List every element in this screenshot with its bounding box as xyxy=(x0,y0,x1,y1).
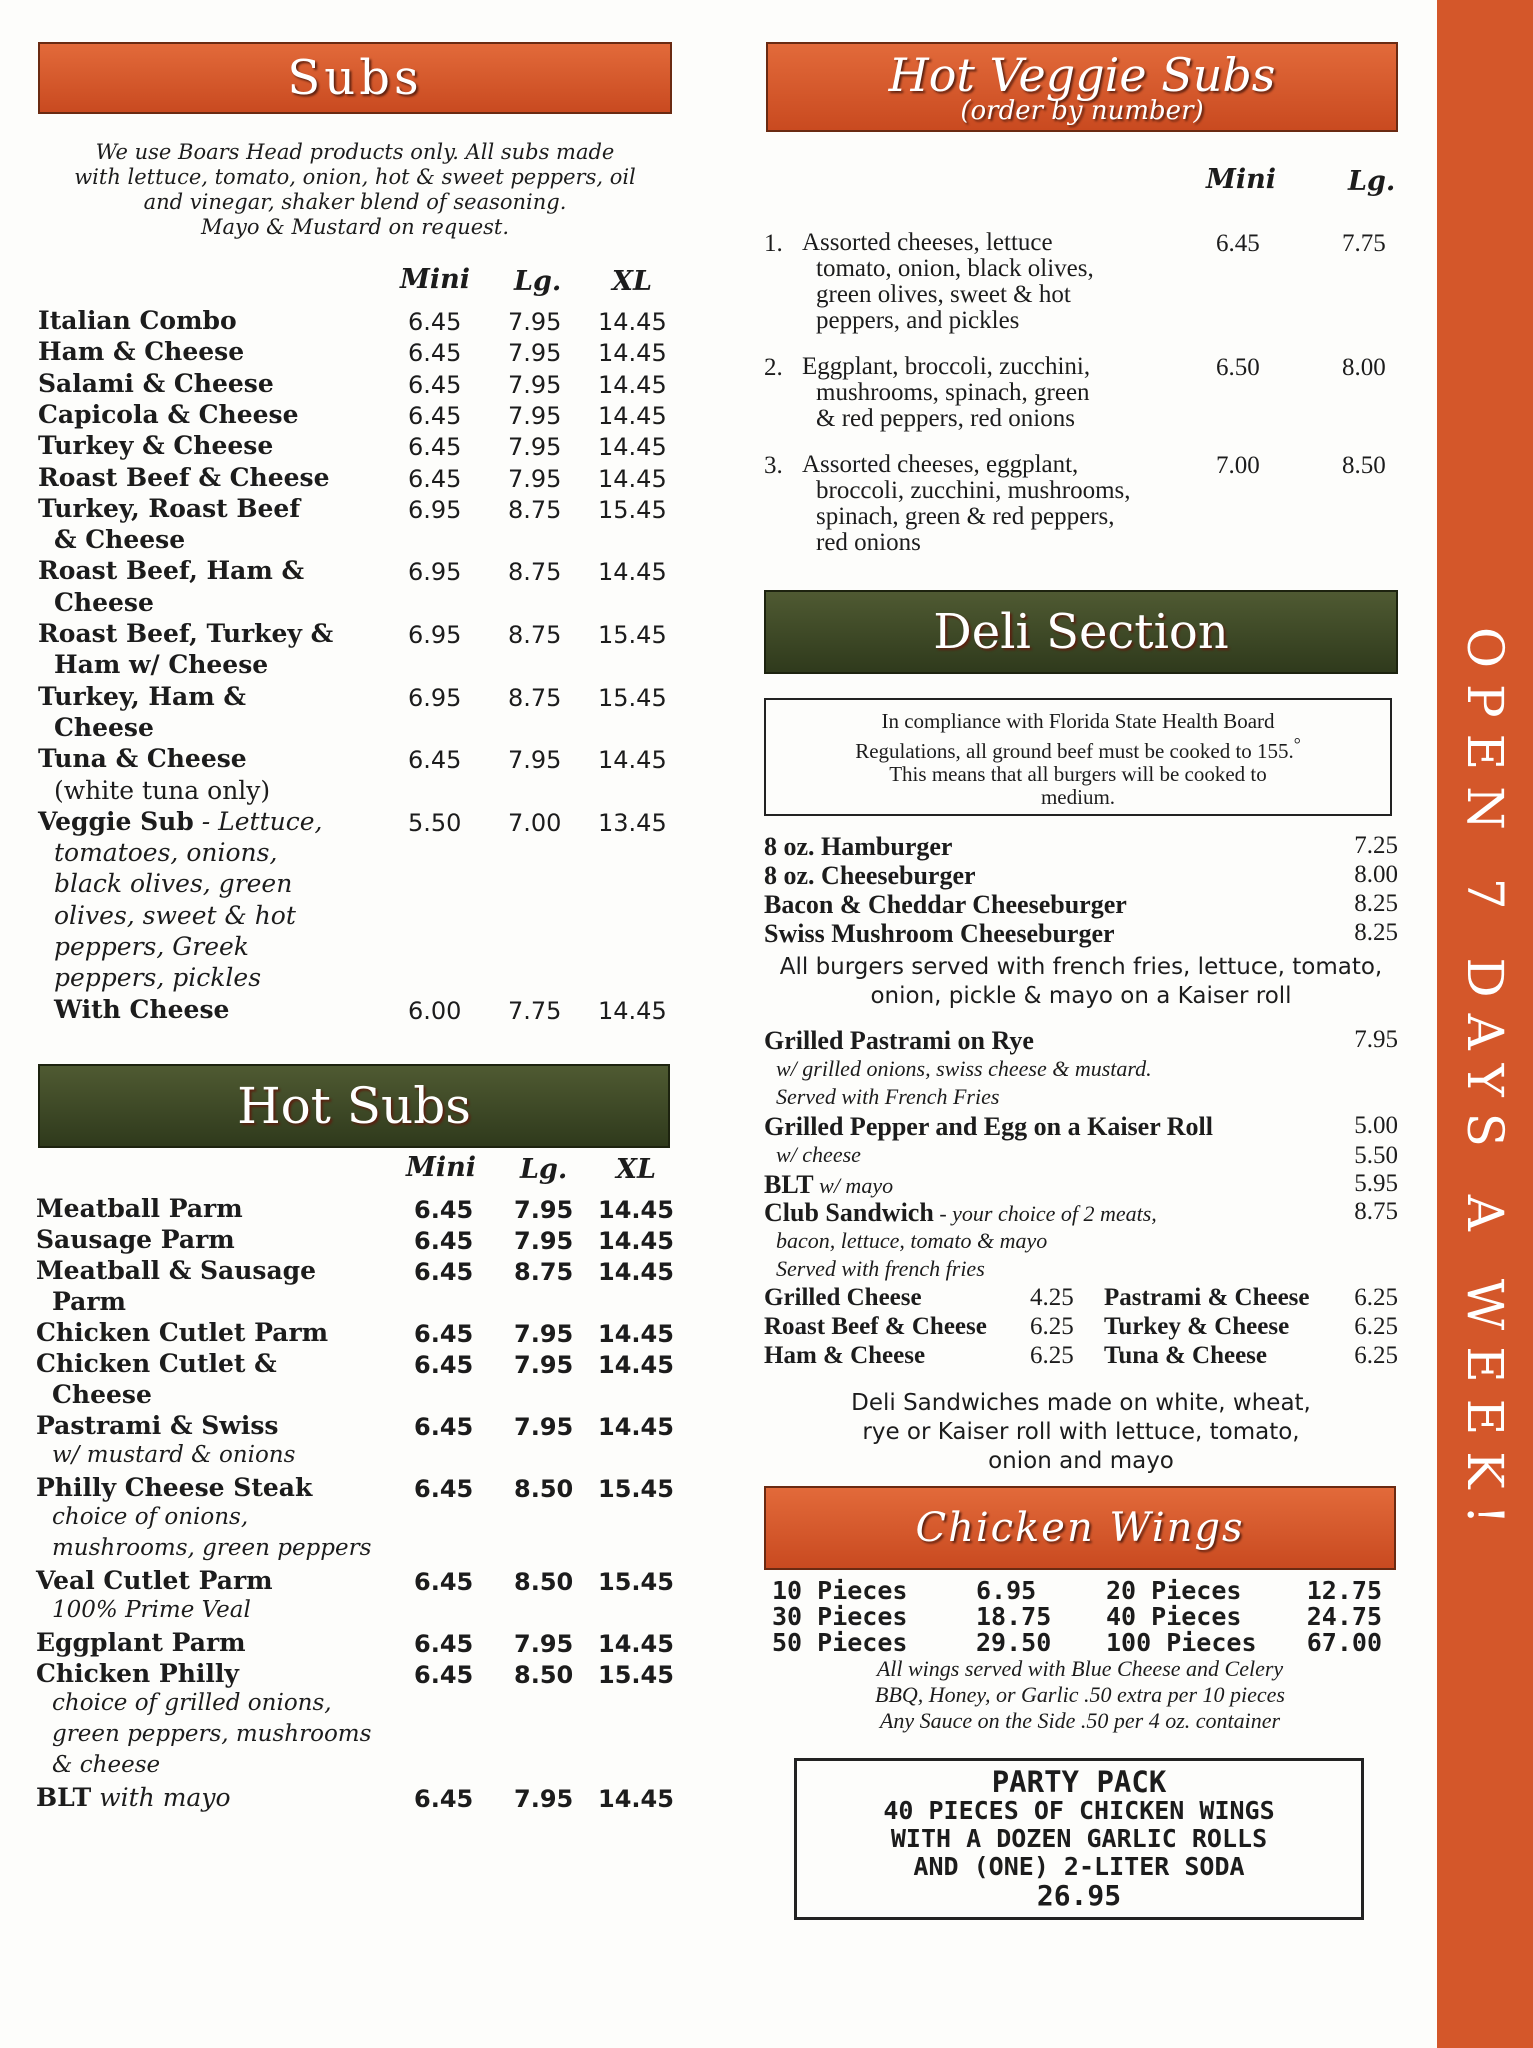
veggie-item-line: red onions xyxy=(816,529,921,556)
sub-item-price: 14.45 xyxy=(598,464,667,493)
deli-small-name: Grilled Cheese xyxy=(764,1284,922,1311)
pepper-egg-cheese-price: 5.50 xyxy=(1354,1142,1398,1169)
veggie-item-price-mini: 6.50 xyxy=(1216,354,1260,381)
hot-sub-item xyxy=(36,1566,273,1595)
veggie-item-line: green olives, sweet & hot xyxy=(816,281,1071,308)
hot-sub-name: Veal Cutlet Parm xyxy=(36,1566,273,1595)
wings-title: Chicken Wings xyxy=(915,1505,1245,1551)
sub-item-price: 7.95 xyxy=(508,746,562,775)
hot-sub-price: 6.45 xyxy=(414,1568,474,1596)
veggie-item-price-lg: 7.75 xyxy=(1342,230,1386,257)
deli-small-price: 6.25 xyxy=(1030,1342,1074,1369)
pastrami-name: Grilled Pastrami on Rye xyxy=(764,1026,1034,1055)
pastrami-price: 7.95 xyxy=(1354,1026,1398,1053)
sub-item-name: Roast Beef & Cheese xyxy=(38,462,330,492)
open-days-text: OPEN 7 DAYS A WEEK! xyxy=(1456,627,1514,1541)
party-pack-line: AND (ONE) 2-LITER SODA xyxy=(913,1852,1245,1881)
veggie-sub-name: Veggie Sub xyxy=(38,806,194,836)
sub-item-price: 14.45 xyxy=(598,370,667,399)
sub-item-name-cont: Cheese xyxy=(54,587,154,617)
hot-sub-detail: 100% Prime Veal xyxy=(52,1597,251,1623)
hot-subs-title: Hot Subs xyxy=(237,1077,471,1135)
wings-price: 24.75 xyxy=(1306,1602,1382,1631)
hot-sub-name: Sausage Parm xyxy=(36,1225,235,1254)
wings-pieces: 30 Pieces xyxy=(772,1602,908,1631)
with-cheese-name: With Cheese xyxy=(54,994,230,1024)
sub-item-price: 8.75 xyxy=(508,621,562,649)
hot-sub-price: 14.45 xyxy=(598,1351,674,1379)
veggie-sub-item xyxy=(38,807,322,836)
hot-sub-name: Philly Cheese Steak xyxy=(36,1473,313,1502)
hot-sub-price: 14.45 xyxy=(598,1320,674,1348)
burger-note-line: onion, pickle & mayo on a Kaiser roll xyxy=(870,983,1292,1009)
sub-item-price: 14.45 xyxy=(598,401,667,430)
veggie-item-line: Eggplant, broccoli, zucchini, xyxy=(802,353,1091,380)
burger-name: 8 oz. Cheeseburger xyxy=(764,861,976,890)
veggie-item-line: tomato, onion, black olives, xyxy=(816,255,1094,282)
hot-sub-name-cont: Cheese xyxy=(52,1380,152,1409)
hot-sub-name: Chicken Cutlet & xyxy=(36,1349,277,1378)
hot-sub-detail: green peppers, mushrooms xyxy=(52,1721,372,1747)
sub-item-price: 6.95 xyxy=(408,683,462,712)
hot-sub-price: 8.50 xyxy=(514,1661,574,1689)
sub-item-name: Turkey, Ham & xyxy=(38,681,246,711)
hot-sub-price: 7.95 xyxy=(514,1196,574,1224)
subs-note-line: with lettuce, tomato, onion, hot & sweet peppers, oil xyxy=(74,165,636,189)
sub-item-price: 6.95 xyxy=(408,495,462,524)
club-sandwich-name: Club Sandwich xyxy=(764,1198,934,1227)
deli-blt-price: 5.95 xyxy=(1354,1170,1398,1197)
burger-price: 8.25 xyxy=(1354,919,1398,946)
sub-item-price: 6.45 xyxy=(408,339,462,368)
hot-sub-price: 14.45 xyxy=(598,1227,674,1255)
party-pack-line: 40 PIECES OF CHICKEN WINGS xyxy=(883,1796,1275,1825)
notice-line: In compliance with Florida State Health Board xyxy=(881,709,1275,733)
deli-blt-desc: w/ mayo xyxy=(813,1173,894,1198)
hot-sub-price: 6.45 xyxy=(414,1227,474,1255)
sub-item-price: 15.45 xyxy=(598,683,667,712)
hot-sub-item xyxy=(36,1628,246,1657)
sub-item-price: 6.45 xyxy=(408,401,462,430)
sub-item-name: Italian Combo xyxy=(38,306,237,335)
hot-sub-price: 7.95 xyxy=(514,1630,574,1658)
deli-small-name: Tuna & Cheese xyxy=(1104,1342,1267,1369)
wings-banner xyxy=(764,1486,1396,1570)
hot-subs-banner xyxy=(38,1064,670,1148)
veggie-item-line: Assorted cheeses, eggplant, xyxy=(802,451,1079,478)
wings-pieces: 40 Pieces xyxy=(1106,1602,1242,1631)
wings-pieces: 50 Pieces xyxy=(772,1628,908,1657)
hot-sub-item xyxy=(36,1659,239,1688)
hot-veggie-header-mini: Mini xyxy=(1206,164,1277,195)
wings-price: 6.95 xyxy=(976,1576,1037,1605)
hot-sub-price: 14.45 xyxy=(598,1196,674,1224)
wings-pieces: 100 Pieces xyxy=(1106,1628,1257,1657)
sub-item-price: 8.75 xyxy=(508,683,562,712)
veggie-item-price-lg: 8.50 xyxy=(1342,452,1386,479)
sub-item-price: 14.45 xyxy=(598,746,667,775)
deli-small-price: 6.25 xyxy=(1354,1313,1398,1340)
subs-header-mini: Mini xyxy=(400,264,471,295)
wings-price: 12.75 xyxy=(1306,1576,1382,1605)
veggie-item-line: broccoli, zucchini, mushrooms, xyxy=(816,477,1131,504)
veggie-item-number: 3. xyxy=(764,452,783,479)
sub-item-price: 7.95 xyxy=(508,401,562,430)
sub-item-price: 15.45 xyxy=(598,495,667,524)
veggie-sub-price: 5.50 xyxy=(408,808,462,837)
wings-note-line: Any Sauce on the Side .50 per 4 oz. container xyxy=(879,1708,1281,1733)
deli-small-price: 6.25 xyxy=(1030,1313,1074,1340)
hot-sub-detail: mushrooms, green peppers xyxy=(52,1535,372,1561)
veggie-item-number: 2. xyxy=(764,354,783,381)
veggie-item-price-mini: 7.00 xyxy=(1216,452,1260,479)
hot-sub-detail: & cheese xyxy=(52,1752,161,1778)
sub-item-price: 14.45 xyxy=(598,308,667,336)
hot-sub-price: 6.45 xyxy=(414,1785,474,1813)
hot-sub-name: Chicken Philly xyxy=(36,1659,239,1688)
hot-sub-price: 6.45 xyxy=(414,1351,474,1379)
party-pack-price: 26.95 xyxy=(1036,1879,1122,1912)
sub-item-name: Roast Beef, Ham & xyxy=(38,556,305,586)
hot-sub-price: 6.45 xyxy=(414,1661,474,1689)
club-sandwich-price: 8.75 xyxy=(1354,1198,1398,1225)
hot-sub-price: 6.45 xyxy=(414,1320,474,1348)
sandwich-note-line: rye or Kaiser roll with lettuce, tomato, xyxy=(862,1419,1300,1445)
hot-sub-price: 6.45 xyxy=(414,1258,474,1286)
sub-item-name: Turkey, Roast Beef xyxy=(38,493,301,523)
subs-note xyxy=(38,140,672,240)
sub-item-price: 6.95 xyxy=(408,558,462,587)
wings-price: 67.00 xyxy=(1306,1628,1382,1657)
sub-item-name-cont: Cheese xyxy=(54,712,154,742)
side-banner xyxy=(1437,0,1533,2048)
notice-line: This means that all burgers will be cooked to xyxy=(889,762,1267,786)
sandwich-note-line: onion and mayo xyxy=(988,1448,1174,1474)
deli-blt-name: BLT xyxy=(764,1170,814,1199)
club-sandwich xyxy=(764,1198,1157,1228)
hot-sub-price: 14.45 xyxy=(598,1258,674,1286)
hot-sub-name: Meatball Parm xyxy=(36,1194,243,1223)
sub-item-name: Capicola & Cheese xyxy=(38,399,299,429)
hot-sub-price: 6.45 xyxy=(414,1196,474,1224)
veggie-sub-desc: - Lettuce, xyxy=(193,806,323,836)
sub-item-price: 7.95 xyxy=(508,464,562,493)
veggie-sub-desc-line: peppers, pickles xyxy=(54,963,262,993)
wings-price: 18.75 xyxy=(976,1602,1052,1631)
sub-item-price: 7.95 xyxy=(508,370,562,399)
degree-mark: ° xyxy=(1293,734,1301,754)
sub-item-price: 6.45 xyxy=(408,433,462,462)
hot-subs-header-lg: Lg. xyxy=(520,1154,568,1185)
hot-sub-item xyxy=(36,1318,328,1347)
sub-item-price: 8.75 xyxy=(508,558,562,587)
deli-small-name: Turkey & Cheese xyxy=(1104,1313,1290,1340)
pepper-egg-price: 5.00 xyxy=(1354,1112,1398,1139)
veggie-item-price-lg: 8.00 xyxy=(1342,354,1386,381)
sub-item-price: 6.45 xyxy=(408,370,462,399)
deli-small-name: Pastrami & Cheese xyxy=(1104,1284,1310,1311)
hot-sub-detail: choice of grilled onions, xyxy=(52,1690,332,1716)
burger-name: Swiss Mushroom Cheeseburger xyxy=(764,919,1115,948)
hot-sub-detail: w/ mustard & onions xyxy=(52,1442,296,1468)
health-notice-box xyxy=(764,698,1392,816)
notice-line: Regulations, all ground beef must be cooked to 155. xyxy=(855,739,1294,763)
hot-sub-item xyxy=(36,1194,243,1223)
veggie-sub-price: 7.00 xyxy=(508,808,562,837)
club-sandwich-detail: Served with french fries xyxy=(776,1256,985,1281)
hot-veggie-header-lg: Lg. xyxy=(1348,166,1396,197)
sub-item-price: 14.45 xyxy=(598,433,667,462)
hot-sub-name: Meatball & Sausage xyxy=(36,1256,317,1285)
hot-veggie-title: Hot Veggie Subs xyxy=(888,48,1276,102)
veggie-item-line: mushrooms, spinach, green xyxy=(816,379,1090,406)
deli-banner xyxy=(764,590,1398,674)
subs-banner xyxy=(38,42,672,114)
hot-sub-price: 15.45 xyxy=(598,1475,674,1503)
sub-item-price: 6.95 xyxy=(408,621,462,649)
hot-sub-desc: with mayo xyxy=(91,1783,231,1812)
burger-price: 8.25 xyxy=(1354,890,1398,917)
hot-sub-item xyxy=(36,1783,231,1812)
hot-sub-price: 8.50 xyxy=(514,1568,574,1596)
veggie-item-line: & red peppers, red onions xyxy=(816,405,1075,432)
pepper-egg-detail: w/ cheese xyxy=(776,1142,861,1167)
hot-sub-price: 7.95 xyxy=(514,1785,574,1813)
wings-note-line: BBQ, Honey, or Garlic .50 extra per 10 pieces xyxy=(875,1682,1285,1707)
burger-name: Bacon & Cheddar Cheeseburger xyxy=(764,890,1127,919)
club-sandwich-detail: bacon, lettuce, tomato & mayo xyxy=(776,1228,1048,1253)
with-cheese-price: 14.45 xyxy=(598,996,667,1025)
hot-sub-price: 7.95 xyxy=(514,1413,574,1441)
hot-sub-price: 7.95 xyxy=(514,1351,574,1379)
veggie-item-line: Assorted cheeses, lettuce xyxy=(802,229,1053,256)
hot-sub-price: 7.95 xyxy=(514,1320,574,1348)
hot-veggie-subtitle: (order by number) xyxy=(960,96,1204,126)
pastrami-detail: Served with French Fries xyxy=(776,1084,1000,1109)
pepper-egg-name: Grilled Pepper and Egg on a Kaiser Roll xyxy=(764,1112,1214,1141)
subs-note-line: Mayo & Mustard on request. xyxy=(200,215,510,239)
wings-pieces: 20 Pieces xyxy=(1106,1576,1242,1605)
with-cheese-price: 6.00 xyxy=(408,996,462,1025)
sub-item-price: 7.95 xyxy=(508,339,562,368)
sub-item-name: Roast Beef, Turkey & xyxy=(38,619,334,648)
deli-blt xyxy=(764,1170,893,1200)
deli-small-price: 4.25 xyxy=(1030,1284,1074,1311)
veggie-item-line: peppers, and pickles xyxy=(816,307,1020,334)
club-sandwich-desc: - your choice of 2 meats, xyxy=(933,1201,1157,1226)
subs-note-line: We use Boars Head products only. All subs made xyxy=(95,140,615,164)
hot-subs-header-xl: XL xyxy=(616,1154,656,1185)
hot-sub-price: 15.45 xyxy=(598,1568,674,1596)
hot-sub-price: 14.45 xyxy=(598,1413,674,1441)
sub-item-name-cont: (white tuna only) xyxy=(54,775,271,805)
hot-sub-price: 6.45 xyxy=(414,1475,474,1503)
hot-sub-price: 6.45 xyxy=(414,1630,474,1658)
sub-item-name: Tuna & Cheese xyxy=(38,744,247,774)
hot-sub-price: 7.95 xyxy=(514,1227,574,1255)
veggie-item-line: spinach, green & red peppers, xyxy=(816,503,1115,530)
hot-sub-item xyxy=(36,1225,235,1254)
wings-note-line: All wings served with Blue Cheese and Celery xyxy=(876,1656,1284,1681)
veggie-sub-desc-line: black olives, green xyxy=(54,869,293,899)
sub-item-price: 6.45 xyxy=(408,464,462,493)
sub-item-price: 8.75 xyxy=(508,495,562,524)
hot-sub-price: 8.75 xyxy=(514,1258,574,1286)
sub-item-name: Salami & Cheese xyxy=(38,368,274,398)
subs-title: Subs xyxy=(287,50,423,106)
burger-note-line: All burgers served with french fries, lettuce, tomato, xyxy=(779,954,1383,980)
veggie-sub-price: 13.45 xyxy=(598,808,667,837)
party-pack-line: WITH A DOZEN GARLIC ROLLS xyxy=(890,1824,1268,1853)
party-pack-title: PARTY PACK xyxy=(991,1765,1167,1799)
hot-sub-name: Chicken Cutlet Parm xyxy=(36,1318,329,1347)
sub-item-price: 14.45 xyxy=(598,558,667,587)
with-cheese-price: 7.75 xyxy=(508,996,562,1025)
sandwich-note-line: Deli Sandwiches made on white, wheat, xyxy=(851,1390,1311,1416)
deli-title: Deli Section xyxy=(933,604,1229,660)
veggie-item-number: 1. xyxy=(764,230,783,257)
deli-small-name: Roast Beef & Cheese xyxy=(764,1313,987,1340)
veggie-sub-desc-line: peppers, Greek xyxy=(54,932,249,961)
sub-item-name: Turkey & Cheese xyxy=(38,431,274,461)
hot-sub-item xyxy=(36,1473,312,1502)
sub-item-name: Ham & Cheese xyxy=(38,337,245,367)
hot-sub-name: Eggplant Parm xyxy=(36,1628,246,1657)
deli-small-price: 6.25 xyxy=(1354,1284,1398,1311)
veggie-sub-desc-line: tomatoes, onions, xyxy=(54,838,278,868)
subs-note-line: and vinegar, shaker blend of seasoning. xyxy=(143,190,567,214)
subs-header-xl: XL xyxy=(612,266,652,297)
notice-line: medium. xyxy=(1040,785,1116,809)
burger-price: 8.00 xyxy=(1354,861,1398,888)
hot-sub-name-cont: Parm xyxy=(52,1287,126,1316)
sub-item-price: 7.95 xyxy=(508,308,562,336)
deli-small-price: 6.25 xyxy=(1354,1342,1398,1369)
hot-sub-detail: choice of onions, xyxy=(52,1504,249,1530)
hot-sub-price: 8.50 xyxy=(514,1475,574,1503)
pastrami-detail: w/ grilled onions, swiss cheese & mustard. xyxy=(776,1056,1152,1081)
burger-price: 7.25 xyxy=(1354,832,1398,859)
subs-header-lg: Lg. xyxy=(514,266,562,297)
veggie-sub-desc-line: olives, sweet & hot xyxy=(54,900,296,930)
sub-item-price: 6.45 xyxy=(408,746,462,775)
hot-sub-name: Pastrami & Swiss xyxy=(36,1411,279,1440)
hot-sub-price: 14.45 xyxy=(598,1630,674,1658)
hot-sub-price: 15.45 xyxy=(598,1661,674,1689)
burger-name: 8 oz. Hamburger xyxy=(764,832,953,861)
sub-item-price: 14.45 xyxy=(598,339,667,368)
sub-item-price: 15.45 xyxy=(598,621,667,649)
sub-item-name-cont: & Cheese xyxy=(54,525,186,555)
party-pack-box xyxy=(794,1758,1364,1920)
hot-sub-name: BLT xyxy=(36,1783,92,1812)
wings-price: 29.50 xyxy=(976,1628,1052,1657)
hot-sub-item xyxy=(36,1411,278,1440)
sub-item-price: 7.95 xyxy=(508,433,562,462)
hot-sub-item xyxy=(36,1349,277,1378)
sub-item-name-cont: Ham w/ Cheese xyxy=(54,650,269,680)
hot-sub-price: 14.45 xyxy=(598,1785,674,1813)
sub-item-price: 6.45 xyxy=(408,308,462,336)
hot-sub-price: 6.45 xyxy=(414,1413,474,1441)
wings-pieces: 10 Pieces xyxy=(772,1576,908,1605)
deli-small-name: Ham & Cheese xyxy=(764,1342,926,1369)
hot-subs-header-mini: Mini xyxy=(406,1152,477,1183)
hot-sub-item xyxy=(36,1256,316,1285)
hot-veggie-banner xyxy=(766,42,1398,132)
veggie-item-price-mini: 6.45 xyxy=(1216,230,1260,257)
